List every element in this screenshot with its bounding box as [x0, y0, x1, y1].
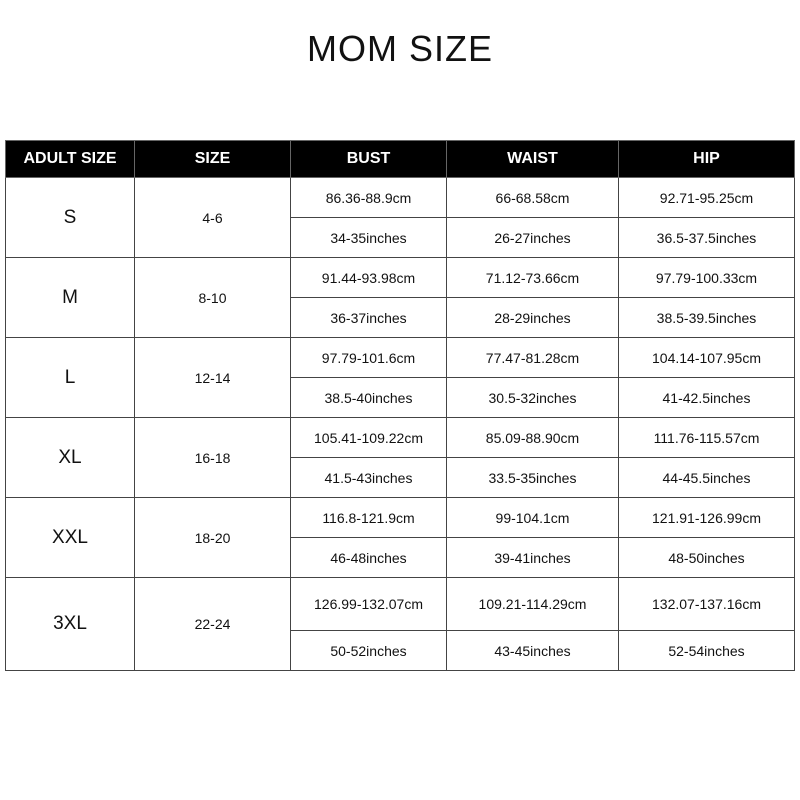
hip-cm-cell: 104.14-107.95cm [619, 338, 795, 378]
adult-size-cell: M [6, 258, 135, 338]
hip-cm-cell: 97.79-100.33cm [619, 258, 795, 298]
adult-size-cell: L [6, 338, 135, 418]
bust-cm-cell: 91.44-93.98cm [291, 258, 447, 298]
hip-cm-cell: 111.76-115.57cm [619, 418, 795, 458]
hip-cm-cell: 132.07-137.16cm [619, 578, 795, 631]
table-row-cm [6, 258, 795, 298]
hip-inches-cell: 52-54inches [619, 631, 795, 671]
waist-cm-cell: 71.12-73.66cm [447, 258, 619, 298]
header-bust: BUST [291, 141, 447, 178]
size-cell: 16-18 [135, 418, 291, 498]
bust-inches-cell: 50-52inches [291, 631, 447, 671]
waist-inches-cell: 39-41inches [447, 538, 619, 578]
waist-inches-cell: 33.5-35inches [447, 458, 619, 498]
hip-inches-cell: 41-42.5inches [619, 378, 795, 418]
header-adult-size: ADULT SIZE [6, 141, 135, 178]
header-waist: WAIST [447, 141, 619, 178]
bust-cm-cell: 105.41-109.22cm [291, 418, 447, 458]
hip-inches-cell: 38.5-39.5inches [619, 298, 795, 338]
bust-cm-cell: 126.99-132.07cm [291, 578, 447, 631]
bust-inches-cell: 38.5-40inches [291, 378, 447, 418]
hip-inches-cell: 36.5-37.5inches [619, 218, 795, 258]
hip-cm-cell: 92.71-95.25cm [619, 178, 795, 218]
adult-size-cell: XL [6, 418, 135, 498]
header-size: SIZE [135, 141, 291, 178]
waist-cm-cell: 99-104.1cm [447, 498, 619, 538]
bust-inches-cell: 36-37inches [291, 298, 447, 338]
adult-size-cell: S [6, 178, 135, 258]
size-cell: 22-24 [135, 578, 291, 671]
hip-inches-cell: 48-50inches [619, 538, 795, 578]
table-row-cm [6, 178, 795, 218]
size-cell: 4-6 [135, 178, 291, 258]
waist-cm-cell: 66-68.58cm [447, 178, 619, 218]
table-row-cm [6, 498, 795, 538]
waist-cm-cell: 77.47-81.28cm [447, 338, 619, 378]
size-cell: 8-10 [135, 258, 291, 338]
waist-inches-cell: 28-29inches [447, 298, 619, 338]
hip-inches-cell: 44-45.5inches [619, 458, 795, 498]
waist-inches-cell: 43-45inches [447, 631, 619, 671]
waist-cm-cell: 109.21-114.29cm [447, 578, 619, 631]
adult-size-cell: 3XL [6, 578, 135, 671]
size-cell: 12-14 [135, 338, 291, 418]
hip-cm-cell: 121.91-126.99cm [619, 498, 795, 538]
waist-inches-cell: 26-27inches [447, 218, 619, 258]
bust-inches-cell: 46-48inches [291, 538, 447, 578]
header-hip: HIP [619, 141, 795, 178]
bust-inches-cell: 34-35inches [291, 218, 447, 258]
table-header-row [6, 141, 795, 178]
table-row-cm [6, 418, 795, 458]
table-row-cm [6, 578, 795, 631]
table-row-cm [6, 338, 795, 378]
bust-inches-cell: 41.5-43inches [291, 458, 447, 498]
page-title: MOM SIZE [307, 28, 493, 69]
waist-cm-cell: 85.09-88.90cm [447, 418, 619, 458]
size-chart-table [5, 140, 795, 671]
adult-size-cell: XXL [6, 498, 135, 578]
waist-inches-cell: 30.5-32inches [447, 378, 619, 418]
size-cell: 18-20 [135, 498, 291, 578]
bust-cm-cell: 86.36-88.9cm [291, 178, 447, 218]
bust-cm-cell: 97.79-101.6cm [291, 338, 447, 378]
bust-cm-cell: 116.8-121.9cm [291, 498, 447, 538]
